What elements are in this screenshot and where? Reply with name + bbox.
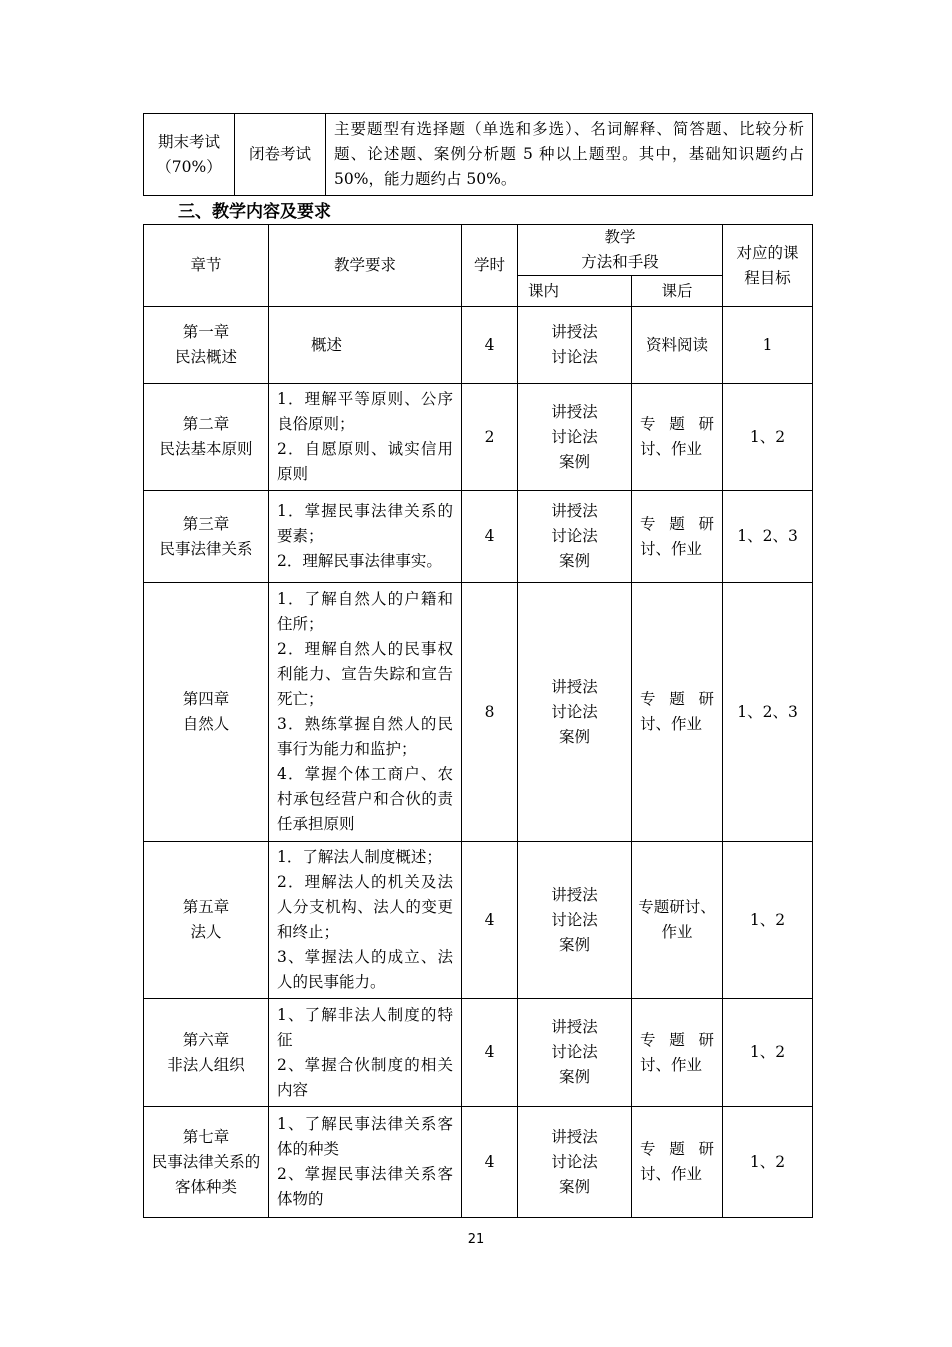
requirement-item: 概述: [311, 335, 343, 354]
header-methods-line2: 方法和手段: [581, 253, 659, 271]
header-methods-line1: 教学: [604, 228, 636, 246]
header-requirements: 教学要求: [269, 225, 462, 307]
page-number: 21: [467, 1232, 485, 1247]
in-class-method-cell: [518, 384, 632, 491]
in-class-method: 讨论法: [551, 1152, 598, 1171]
after-class-method-cell: 专 题 研讨、作业: [632, 999, 723, 1107]
hours-cell: 4: [462, 842, 518, 999]
hours-cell: 4: [462, 307, 518, 384]
chapter-number: 第三章: [182, 514, 230, 533]
table-row: [144, 307, 813, 384]
table-row: [144, 842, 813, 999]
hours-cell: 4: [462, 491, 518, 583]
exam-type-label: 期末考试: [157, 132, 220, 151]
after-class-method-cell: 资料阅读: [632, 307, 723, 384]
chapter-number: 第一章: [182, 323, 230, 341]
teaching-content-table: [143, 224, 813, 1218]
requirement-item: 2．理解自然人的民事权利能力、宣告失踪和宣告死亡；: [277, 640, 453, 708]
header-row: [144, 225, 813, 276]
in-class-method: 讲授法: [551, 1018, 598, 1036]
after-class-method-cell: 专 题 研讨、作业: [632, 583, 723, 842]
requirement-item: 1．理解平等原则、公序良俗原则；: [277, 390, 453, 433]
after-class-method-cell: 专 题 研讨、作业: [632, 1107, 723, 1218]
in-class-method: 讲授法: [551, 677, 598, 696]
chapter-number: 第五章: [182, 898, 230, 916]
in-class-method: 讨论法: [551, 910, 598, 929]
after-class-method-cell: 专 题 研讨、作业: [632, 384, 723, 491]
requirements-cell: [269, 842, 462, 999]
requirements-cell: [269, 1107, 462, 1218]
header-methods: [518, 225, 723, 276]
chapter-title: 非法人组织: [167, 1055, 245, 1074]
in-class-method: 讨论法: [551, 702, 598, 721]
requirement-item: 1、了解非法人制度的特征: [277, 1005, 453, 1049]
objectives-cell: 1、2: [723, 842, 813, 999]
in-class-method: 案例: [558, 552, 590, 570]
in-class-method: 案例: [558, 452, 590, 471]
chapter-cell: [144, 384, 269, 491]
in-class-method: 讨论法: [551, 348, 598, 366]
in-class-method-cell: [518, 842, 632, 999]
requirement-item: 1．了解法人制度概述；: [277, 848, 442, 866]
in-class-method: 讲授法: [551, 1127, 598, 1146]
chapter-number: 第四章: [182, 690, 230, 708]
table-body: [144, 307, 813, 1218]
section-heading: 三、教学内容及要求: [178, 202, 331, 222]
table-row: [144, 999, 813, 1107]
objectives-cell: 1、2: [723, 384, 813, 491]
chapter-title: 民事法律关系的客体种类: [151, 1152, 261, 1196]
in-class-method-cell: [518, 491, 632, 583]
requirement-item: 2．理解民事法律事实。: [277, 552, 442, 570]
in-class-method: 讲授法: [551, 323, 598, 341]
chapter-number: 第二章: [182, 415, 230, 433]
hours-cell: 4: [462, 1107, 518, 1218]
hours-cell: 4: [462, 999, 518, 1107]
chapter-number: 第六章: [182, 1030, 230, 1049]
header-objectives-line2: 程目标: [744, 268, 791, 287]
in-class-method: 讲授法: [551, 402, 598, 421]
chapter-title: 民法概述: [174, 348, 237, 366]
requirement-item: 1．掌握民事法律关系的要素；: [277, 502, 453, 545]
in-class-method: 讨论法: [551, 527, 598, 545]
chapter-cell: [144, 999, 269, 1107]
header-after-class: 课后: [632, 276, 723, 307]
chapter-title: 民事法律关系: [159, 539, 253, 558]
exam-mode-cell: 闭卷考试: [235, 114, 326, 196]
in-class-method: 讨论法: [551, 1043, 598, 1061]
requirement-item: 3、掌握法人的成立、法人的民事能力。: [277, 948, 453, 991]
requirements-cell: [269, 307, 462, 384]
exam-weight-label: （70%）: [156, 157, 222, 176]
chapter-cell: [144, 1107, 269, 1218]
requirement-item: 2．理解法人的机关及法人分支机构、法人的变更和终止；: [277, 873, 453, 941]
exam-assessment-table: [143, 113, 813, 196]
requirements-cell: [269, 384, 462, 491]
exam-type-cell: [144, 114, 235, 196]
in-class-method-cell: [518, 999, 632, 1107]
chapter-title: 法人: [190, 923, 222, 941]
in-class-method-cell: [518, 307, 632, 384]
chapter-title: 自然人: [182, 715, 230, 733]
objectives-cell: 1: [723, 307, 813, 384]
header-in-class: 课内: [518, 276, 632, 307]
requirements-cell: [269, 999, 462, 1107]
requirement-item: 2、掌握合伙制度的相关内容: [277, 1055, 453, 1099]
table-row: [144, 491, 813, 583]
in-class-method: 案例: [558, 1177, 590, 1196]
in-class-method-cell: [518, 583, 632, 842]
requirement-item: 3．熟练掌握自然人的民事行为能力和监护；: [277, 715, 453, 758]
header-hours: 学时: [462, 225, 518, 307]
requirement-item: 4．掌握个体工商户、农村承包经营户和合伙的责任承担原则: [277, 765, 453, 833]
objectives-cell: 1、2: [723, 1107, 813, 1218]
in-class-method: 讨论法: [551, 427, 598, 446]
chapter-cell: [144, 583, 269, 842]
table-row: [144, 1107, 813, 1218]
hours-cell: 2: [462, 384, 518, 491]
chapter-cell: [144, 491, 269, 583]
header-objectives: [723, 225, 813, 307]
header-objectives-line1: 对应的课: [736, 243, 799, 262]
chapter-cell: [144, 842, 269, 999]
after-class-method-cell: 专题研讨、作业: [632, 842, 723, 999]
requirements-cell: [269, 491, 462, 583]
table-row: [144, 384, 813, 491]
requirement-item: 2、掌握民事法律关系客体物的: [277, 1165, 453, 1208]
requirements-cell: [269, 583, 462, 842]
chapter-cell: [144, 307, 269, 384]
after-class-method-cell: 专 题 研讨、作业: [632, 491, 723, 583]
requirement-item: 2．自愿原则、诚实信用原则: [277, 440, 453, 483]
table-row: [144, 583, 813, 842]
in-class-method: 讲授法: [551, 502, 598, 520]
in-class-method: 讲授法: [551, 885, 598, 904]
header-chapter: 章节: [144, 225, 269, 307]
requirement-item: 1．了解自然人的户籍和住所；: [277, 590, 453, 633]
in-class-method: 案例: [558, 727, 590, 746]
hours-cell: 8: [462, 583, 518, 842]
chapter-number: 第七章: [182, 1127, 230, 1146]
in-class-method-cell: [518, 1107, 632, 1218]
objectives-cell: 1、2: [723, 999, 813, 1107]
requirement-item: 1、了解民事法律关系客体的种类: [277, 1115, 453, 1158]
exam-description-cell: 主要题型有选择题（单选和多选）、名词解释、简答题、比较分析题、论述题、案例分析题 5 种以上题型。其中，基础知识题约占 50%，能力题约占 50%。: [326, 114, 813, 196]
in-class-method: 案例: [558, 1068, 590, 1086]
objectives-cell: 1、2、3: [723, 491, 813, 583]
chapter-title: 民法基本原则: [159, 440, 253, 458]
objectives-cell: 1、2、3: [723, 583, 813, 842]
in-class-method: 案例: [558, 935, 590, 954]
